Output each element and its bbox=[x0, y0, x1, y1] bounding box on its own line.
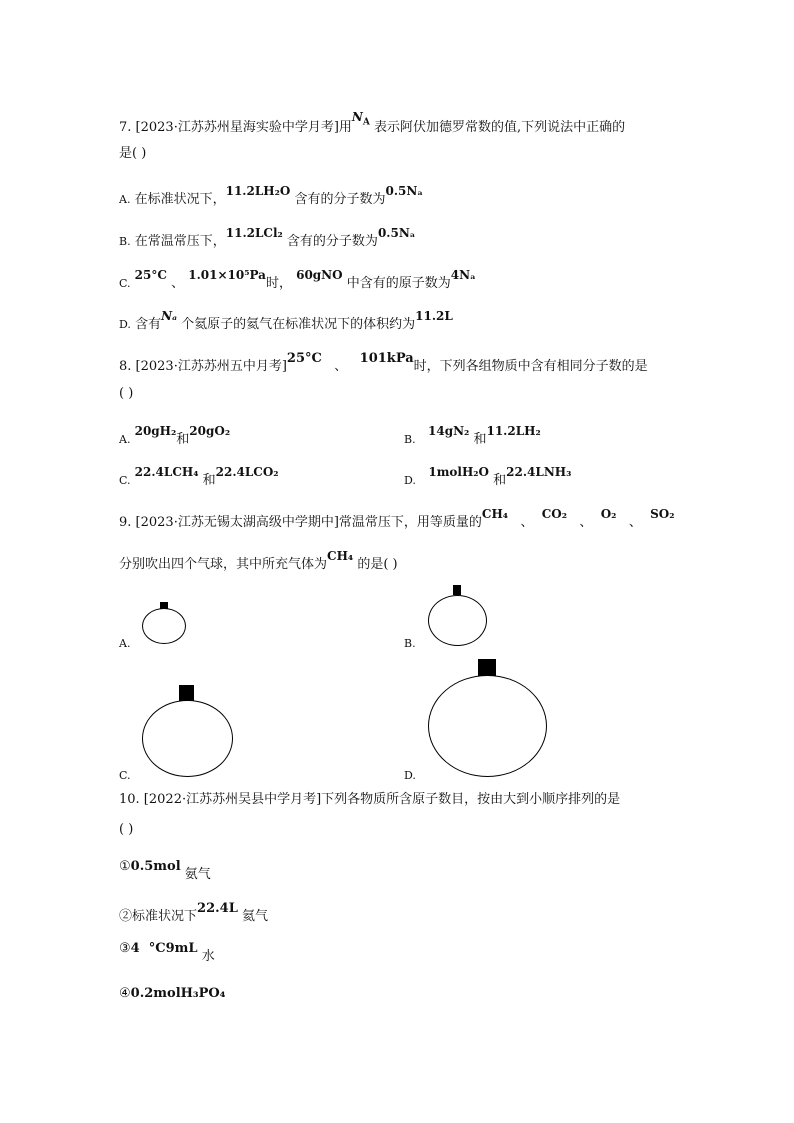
item-text: 氦气 bbox=[241, 909, 268, 924]
formula: 0.5Nₐ bbox=[377, 226, 416, 240]
formula: 0.5Nₐ bbox=[385, 184, 423, 198]
formula: 4 °C9mL bbox=[130, 941, 198, 956]
formula: SO₂ bbox=[650, 507, 675, 521]
q7-option-c bbox=[119, 268, 476, 292]
formula: 1.01×10⁵Pa bbox=[188, 268, 266, 282]
q9-stem-line1 bbox=[119, 507, 675, 531]
q7-na-symbol: $N_A$ bbox=[351, 110, 370, 128]
option-d-label: D. bbox=[404, 769, 416, 782]
q8-option-a bbox=[119, 424, 231, 448]
q8-option-c bbox=[119, 465, 279, 489]
formula: CH₄ bbox=[481, 507, 509, 521]
q7-stem-line1 bbox=[119, 110, 626, 140]
balloon-c bbox=[142, 700, 233, 777]
item-number: ③ bbox=[119, 941, 131, 956]
q9-stem-c: 的是( ) bbox=[357, 557, 398, 572]
formula: 22.4LNH₃ bbox=[506, 465, 572, 479]
formula: 1molH₂O bbox=[428, 465, 489, 479]
separator: 、 bbox=[520, 515, 534, 530]
q9-stem-a: 9. [2023·江苏无锡太湖高级中学期中]常温常压下，用等质量的 bbox=[119, 515, 482, 530]
q7-option-b bbox=[119, 226, 416, 250]
option-label: B. bbox=[119, 235, 131, 248]
item-number: ② bbox=[119, 909, 133, 924]
q10-item-1 bbox=[119, 859, 211, 882]
formula: 22.4L bbox=[197, 901, 238, 916]
formula: 25°C bbox=[286, 351, 322, 366]
formula: 11.2LH₂ bbox=[486, 424, 541, 438]
formula: 22.4LCO₂ bbox=[215, 465, 279, 479]
and-word: 和 bbox=[176, 432, 190, 447]
item-number: ① bbox=[119, 859, 131, 874]
formula: 11.2LH₂O bbox=[225, 184, 291, 198]
formula: 14gN₂ bbox=[428, 424, 470, 438]
formula: O₂ bbox=[600, 507, 617, 521]
separator: 、 bbox=[171, 276, 185, 291]
q10-stem-line1: 10. [2022·江苏苏州吴县中学月考]下列各物质所含原子数目，按由大到小顺序排列的是 bbox=[119, 792, 621, 807]
formula: 4Nₐ bbox=[450, 268, 476, 282]
item-number: ④ bbox=[119, 986, 131, 1001]
formula: 0.5mol bbox=[130, 859, 181, 874]
q10-stem-line2: ( ) bbox=[119, 822, 134, 837]
balloon-d-knot bbox=[478, 659, 496, 676]
q7-stem-b: 表示阿伏加德罗常数的值,下列说法中正确的 bbox=[374, 120, 626, 135]
q8-stem-b: 时，下列各组物质中含有相同分子数的是 bbox=[413, 359, 648, 374]
option-pre: 在标准状况下， bbox=[134, 192, 226, 207]
option-label: D. bbox=[404, 474, 416, 487]
formula: 60gNO bbox=[296, 268, 343, 282]
option-label: A. bbox=[119, 433, 131, 446]
formula: 0.2molH₃PO₄ bbox=[130, 986, 226, 1001]
q8-stem-line2: ( ) bbox=[119, 386, 134, 401]
q8-stem-line1 bbox=[119, 351, 648, 375]
formula: CH₄ bbox=[327, 549, 354, 563]
q10-item-3 bbox=[119, 941, 215, 964]
formula: Nₐ bbox=[161, 309, 177, 323]
formula: 101kPa bbox=[359, 351, 414, 366]
separator: 、 bbox=[579, 515, 593, 530]
q7-stem-a: 7. [2023·江苏苏州星海实验中学月考]用 bbox=[119, 120, 352, 135]
option-pre: 在常温常压下， bbox=[134, 234, 226, 249]
formula: 22.4LCH₄ bbox=[134, 465, 199, 479]
q9-stem-b: 分别吹出四个气球，其中所充气体为 bbox=[119, 557, 328, 572]
option-b-label: B. bbox=[404, 637, 416, 650]
q8-option-d bbox=[404, 465, 572, 489]
option-pre: 时， bbox=[265, 276, 292, 291]
formula: 20gH₂ bbox=[134, 424, 177, 438]
balloon-b bbox=[428, 595, 487, 646]
option-label: A. bbox=[119, 193, 131, 206]
separator: 、 bbox=[628, 515, 642, 530]
q8-option-b bbox=[404, 424, 541, 448]
option-mid: 个氦原子的氦气在标准状况下的体积约为 bbox=[181, 317, 416, 332]
formula: 11.2LCl₂ bbox=[225, 226, 283, 240]
and-word: 和 bbox=[493, 473, 507, 488]
q7-option-a bbox=[119, 184, 423, 208]
and-word: 和 bbox=[473, 432, 487, 447]
q8-stem-a: 8. [2023·江苏苏州五中月考] bbox=[119, 359, 287, 374]
option-label: C. bbox=[119, 277, 131, 290]
item-text: 氨气 bbox=[184, 867, 211, 882]
q10-item-2 bbox=[119, 901, 268, 925]
q7-option-d bbox=[119, 309, 453, 333]
option-c-label: C. bbox=[119, 769, 131, 782]
formula: 20gO₂ bbox=[189, 424, 231, 438]
balloon-a bbox=[142, 608, 186, 644]
separator: 、 bbox=[334, 359, 348, 374]
and-word: 和 bbox=[202, 473, 216, 488]
q9-stem-line2 bbox=[119, 549, 398, 573]
item-text: 水 bbox=[201, 949, 215, 964]
formula: 11.2L bbox=[415, 309, 453, 323]
formula: CO₂ bbox=[541, 507, 568, 521]
item-pre: 标准状况下 bbox=[132, 909, 198, 924]
option-a-label: A. bbox=[119, 637, 131, 650]
option-label: C. bbox=[119, 474, 131, 487]
option-pre: 含有 bbox=[135, 317, 162, 332]
option-mid: 含有的分子数为 bbox=[286, 234, 378, 249]
q7-stem-line2: 是( ) bbox=[119, 146, 147, 161]
q10-item-4 bbox=[119, 986, 225, 1002]
option-label: B. bbox=[404, 433, 416, 446]
balloon-b-knot bbox=[453, 585, 461, 595]
balloon-d bbox=[428, 675, 547, 777]
option-mid: 中含有的原子数为 bbox=[346, 276, 451, 291]
option-mid: 含有的分子数为 bbox=[294, 192, 386, 207]
formula: 25°C bbox=[134, 268, 167, 282]
balloon-c-knot bbox=[179, 685, 194, 701]
option-label: D. bbox=[119, 318, 131, 331]
